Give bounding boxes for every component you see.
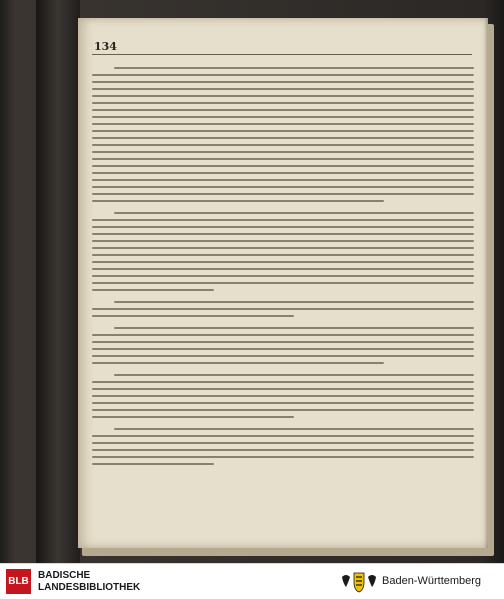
document-page [78,18,488,548]
text-line [92,116,474,118]
text-line [92,334,474,336]
text-line [92,362,384,364]
text-line [92,275,474,277]
text-line [92,88,474,90]
page-edge-shadow [484,18,488,548]
text-line [92,442,474,444]
text-line [92,137,474,139]
text-line [92,254,474,256]
coat-of-arms-icon [338,571,380,593]
library-name-line1: BADISCHE [38,570,91,581]
text-line [92,123,474,125]
text-line [92,308,474,310]
text-line [92,388,474,390]
text-line [92,151,474,153]
text-line [92,247,474,249]
text-line [92,109,474,111]
text-line [92,463,214,465]
library-name [38,570,140,594]
text-line [114,374,474,376]
text-line [92,144,474,146]
book-spine [36,0,80,563]
page-number: 134 [94,40,117,53]
state-name: Baden-Württemberg [382,575,482,587]
text-line [92,381,474,383]
text-line [92,456,474,458]
text-line [92,449,474,451]
text-line [92,193,474,195]
text-line [92,172,474,174]
text-line [92,102,474,104]
document-body [92,62,474,468]
blb-logo-icon: BLB [6,569,31,594]
text-line [92,289,214,291]
text-line [92,355,474,357]
text-line [92,179,474,181]
text-line [92,435,474,437]
text-line [92,341,474,343]
header-rule [92,54,472,55]
text-line [92,95,474,97]
text-line [114,301,474,303]
text-line [92,158,474,160]
text-line [92,395,474,397]
text-line [114,428,474,430]
text-line [92,240,474,242]
text-line [92,315,294,317]
text-line [92,226,474,228]
text-line [92,402,474,404]
text-line [92,186,474,188]
text-line [92,74,474,76]
library-name-line2: LANDESBIBLIOTHEK [38,582,141,593]
text-line [92,219,474,221]
text-line [114,67,474,69]
text-line [114,212,474,214]
text-line [92,348,474,350]
text-line [92,416,294,418]
library-footer [0,563,504,599]
text-line [92,81,474,83]
text-line [92,130,474,132]
text-line [92,200,384,202]
text-line [92,233,474,235]
text-line [92,282,474,284]
text-line [114,327,474,329]
text-line [92,409,474,411]
text-line [92,268,474,270]
text-line [92,261,474,263]
text-line [92,165,474,167]
